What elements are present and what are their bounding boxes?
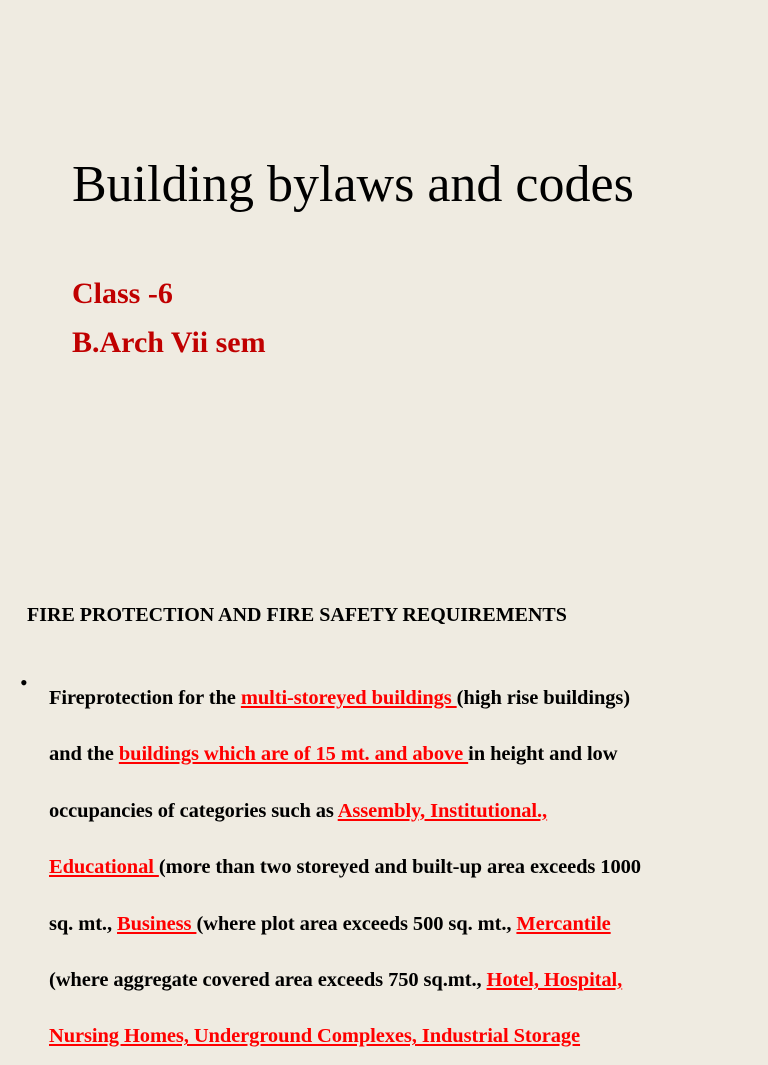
subtitle-semester: B.Arch Vii sem (72, 326, 266, 359)
paragraph-line (49, 783, 759, 839)
text-segment: Fireprotection for the (49, 687, 241, 709)
slide-title: Building bylaws and codes (72, 156, 634, 213)
highlight-mercantile: Mercantile (516, 912, 611, 935)
highlight-15mt-buildings: buildings which are of 15 mt. and above (118, 743, 469, 766)
highlight-assembly-institutional: Assembly, Institutional., (337, 799, 548, 822)
highlight-business: Business (117, 912, 197, 935)
text-segment: (high rise buildings) (456, 687, 631, 709)
paragraph-line (49, 896, 759, 952)
text-segment: sq. mt., (49, 912, 118, 935)
text-segment: and the (49, 743, 119, 766)
paragraph-line (49, 1008, 759, 1064)
section-heading: FIRE PROTECTION AND FIRE SAFETY REQUIREMENTS (27, 604, 567, 626)
text-segment: (where plot area exceeds 500 sq. mt., (196, 912, 517, 935)
text-segment: (where aggregate covered area exceeds 750 sq.mt., (49, 968, 487, 991)
paragraph-line (49, 952, 759, 1008)
paragraph-line (49, 726, 759, 782)
text-segment: in height and low (468, 743, 618, 766)
text-segment: (more than two storeyed and built-up area exceeds 1000 (158, 856, 641, 879)
subtitle-class: Class -6 (72, 277, 173, 310)
highlight-multi-storeyed: multi-storeyed buildings (240, 687, 457, 709)
text-segment: occupancies of categories such as (49, 799, 338, 822)
highlight-hotel-hospital: Hotel, Hospital, (486, 968, 623, 991)
paragraph-line (49, 839, 759, 895)
fire-protection-paragraph (49, 670, 759, 1065)
bullet-icon: • (20, 670, 28, 695)
highlight-nursing-homes: Nursing Homes, Underground Complexes, Industrial Storage (49, 1025, 581, 1048)
paragraph-line (49, 670, 759, 726)
highlight-educational: Educational (49, 856, 159, 879)
